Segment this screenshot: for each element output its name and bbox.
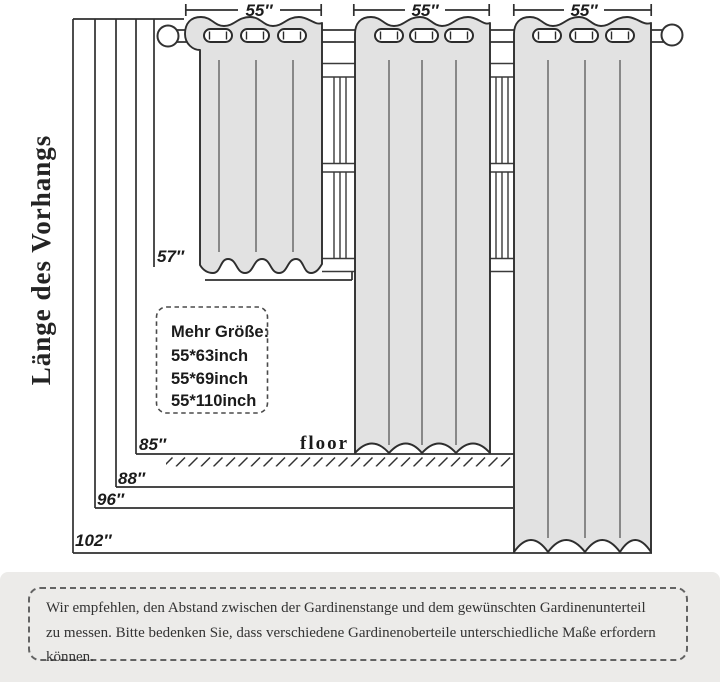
curtain-panel-short [185, 17, 322, 273]
window-right-section [488, 64, 516, 272]
length-label-96: 96″ [97, 490, 125, 509]
grommets-panel-2 [375, 29, 473, 42]
length-label-102: 102″ [75, 531, 112, 550]
grommets-panel-3 [533, 29, 634, 42]
size-option-3: 55*110inch [171, 392, 257, 410]
width-label-1: 55″ [245, 1, 273, 20]
width-label-3: 55″ [570, 1, 598, 20]
width-label-2: 55″ [411, 1, 439, 20]
window-left-section [322, 64, 357, 272]
length-label-57: 57″ [157, 247, 185, 266]
rod-finial-right [662, 25, 683, 46]
note-line-3: können. [46, 649, 94, 665]
grommets-panel-1 [204, 29, 306, 42]
note-box [28, 587, 688, 665]
size-options-box [157, 307, 270, 413]
length-label-85: 85″ [139, 435, 167, 454]
size-option-1: 55*63inch [171, 347, 249, 365]
note-band [0, 572, 720, 682]
floor-hatching [166, 456, 512, 467]
note-line-1: Wir empfehlen, den Abstand zwischen der Gardinenstange und dem gewünschten Gardinenunterteil [46, 600, 646, 616]
curtain-panel-long [514, 17, 651, 552]
note-line-2: zu messen. Bitte bedenken Sie, dass verschiedene Gardinenoberteile unterschiedliche Maße erfordern [46, 624, 656, 641]
vertical-axis-title: Länge des Vorhangs [26, 134, 56, 386]
size-option-2: 55*69inch [171, 370, 249, 388]
length-label-88: 88″ [118, 469, 146, 488]
floor-label: floor [300, 433, 350, 454]
rod-finial-left [158, 26, 179, 47]
curtain-panel-floor [355, 17, 490, 453]
size-box-title: Mehr Größe: [171, 323, 270, 341]
note-text [46, 596, 672, 670]
